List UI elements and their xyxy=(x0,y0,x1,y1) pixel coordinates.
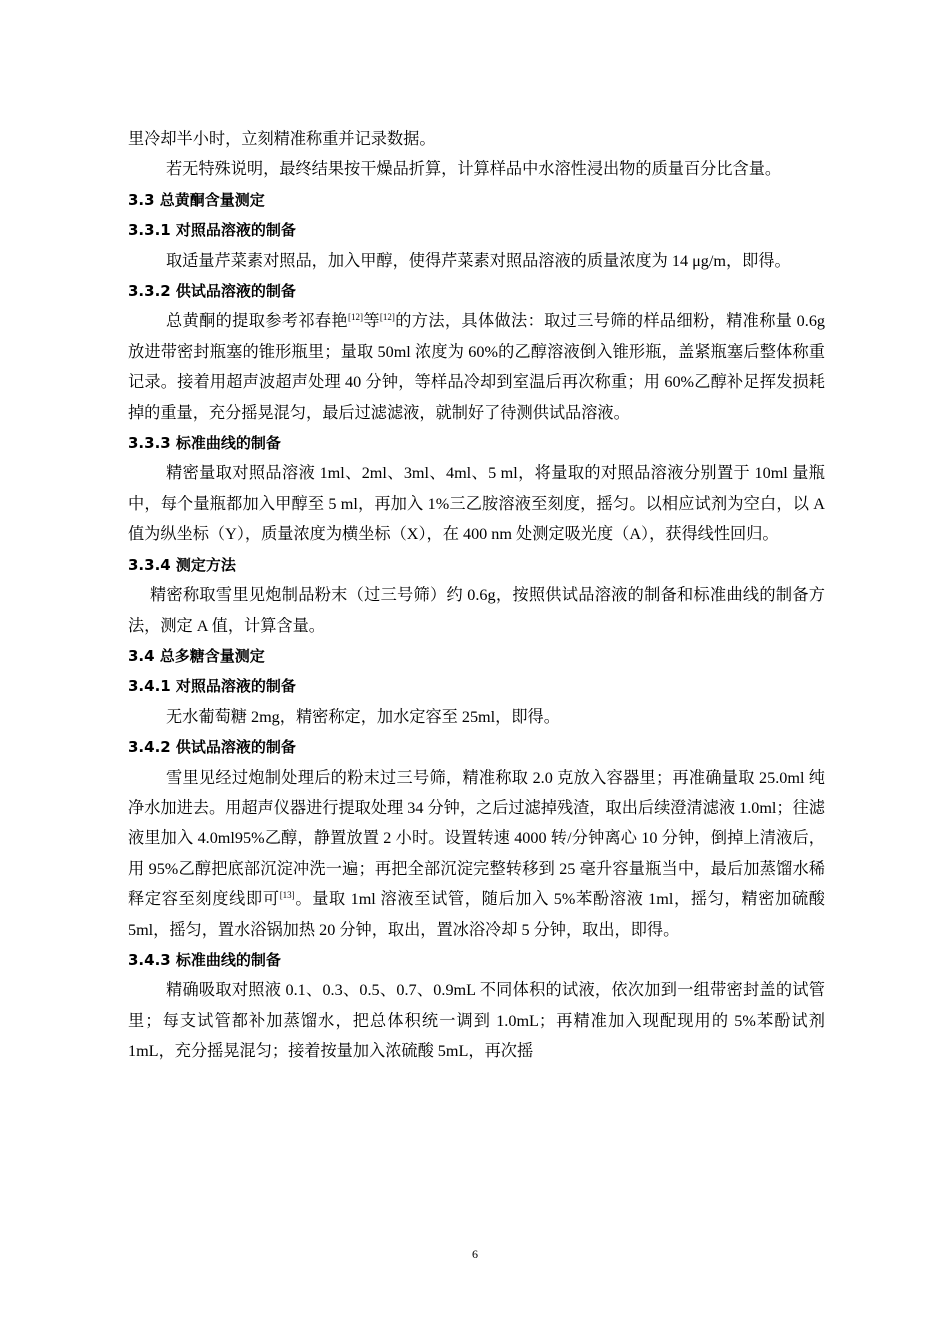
heading-3-3: 3.3 总黄酮含量测定 xyxy=(128,190,265,209)
page-number: 6 xyxy=(472,1247,478,1261)
paragraph-polysaccharide-curve: 精确吸取对照液 0.1、0.3、0.5、0.7、0.9mL 不同体积的试液，依次加到一组带密封盖的试管里；每支试管都补加蒸馏水，把总体积统一调到 1.0mL；再精准加入现配现用的 5%苯酚试剂 1mL，充分摇晃混匀；接着按量加入浓硫酸 5mL，再次摇 xyxy=(128,981,825,1061)
paragraph-method: 精密称取雪里见炮制品粉末（过三号筛）约 0.6g，按照供试品溶液的制备和标准曲线的制备方法，测定 A 值，计算含量。 xyxy=(128,586,825,635)
citation-12: [12] xyxy=(379,312,395,323)
heading-3-3-2: 3.3.2 供试品溶液的制备 xyxy=(128,282,296,301)
paragraph-test-solution xyxy=(128,306,825,428)
paragraph-reference-solution: 取适量芹菜素对照品，加入甲醇，使得芹菜素对照品溶液的质量浓度为 14 μg/m，即得。 xyxy=(166,251,791,270)
text-segment: 。量取 1ml 溶液至试管，随后加入 5%苯酚溶液 1ml，摇匀，精密加硫酸 5ml，摇匀，置水浴锅加热 20 分钟，取出，置冰浴冷却 5 分钟，取出，即得。 xyxy=(128,890,825,939)
heading-3-4: 3.4 总多糖含量测定 xyxy=(128,646,265,665)
paragraph-standard-curve: 精密量取对照品溶液 1ml、2ml、3ml、4ml、5 ml，将量取的对照品溶液分别置于 10ml 量瓶中，每个量瓶都加入甲醇至 5 ml，再加入 1%三乙胺溶液至刻度，摇匀。以相应试剂为空白，以 A 值为纵坐标（Y），质量浓度为横坐标（X），在 400 nm 处测定吸光度（A），获得线性回归。 xyxy=(128,464,825,544)
text-segment: 总黄酮的提取参考祁春艳 xyxy=(166,312,348,331)
paragraph-cooling: 里冷却半小时，立刻精准称重并记录数据。 xyxy=(128,130,436,148)
paragraph-glucose: 无水葡萄糖 2mg，精密称定，加水定容至 25ml，即得。 xyxy=(166,707,560,726)
text-segment: 雪里见经过炮制处理后的粉末过三号筛，精准称取 2.0 克放入容器里；再准确量取 25.0ml 纯净水加进去。用超声仪器进行提取处理 34 分钟，之后过滤掉残渣，取出后续澄清滤液 1.0ml；往滤液里加入 4.0ml95%乙醇，静置放置 2 小时。设置转速 4000 转/分钟离心 10 分钟，倒掉上清液后，用 95%乙醇把底部沉淀冲洗一遍；再把全部沉淀完整转移到 25 毫升容量瓶当中，最后加蒸馏水稀释定容至刻度线即可 xyxy=(128,768,825,909)
text-segment: 等 xyxy=(362,312,380,331)
heading-3-4-1: 3.4.1 对照品溶液的制备 xyxy=(128,677,296,696)
citation-13: [13] xyxy=(279,890,295,901)
document-body xyxy=(128,124,825,1067)
text-segment: 的方法，具体做法：取过三号筛的样品细粉，精准称量 0.6g 放进带密封瓶塞的锥形瓶里；量取 50ml 浓度为 60%的乙醇溶液倒入锥形瓶，盖紧瓶塞后整体称重记录。接着用超声波超声处理 40 分钟，等样品冷却到室温后再次称重；用 60%乙醇补足挥发损耗掉的重量，充分摇晃混匀，最后过滤滤液，就制好了待测供试品溶液。 xyxy=(128,312,826,422)
paragraph-result-note: 若无特殊说明，最终结果按干燥品折算，计算样品中水溶性浸出物的质量百分比含量。 xyxy=(166,160,782,179)
heading-3-3-1: 3.3.1 对照品溶液的制备 xyxy=(128,221,296,240)
citation-12: [12] xyxy=(347,312,363,323)
paragraph-polysaccharide-solution xyxy=(128,763,825,945)
heading-3-4-3: 3.4.3 标准曲线的制备 xyxy=(128,950,281,969)
heading-3-3-4: 3.3.4 测定方法 xyxy=(128,555,236,574)
heading-3-4-2: 3.4.2 供试品溶液的制备 xyxy=(128,738,296,757)
heading-3-3-3: 3.3.3 标准曲线的制备 xyxy=(128,434,281,453)
